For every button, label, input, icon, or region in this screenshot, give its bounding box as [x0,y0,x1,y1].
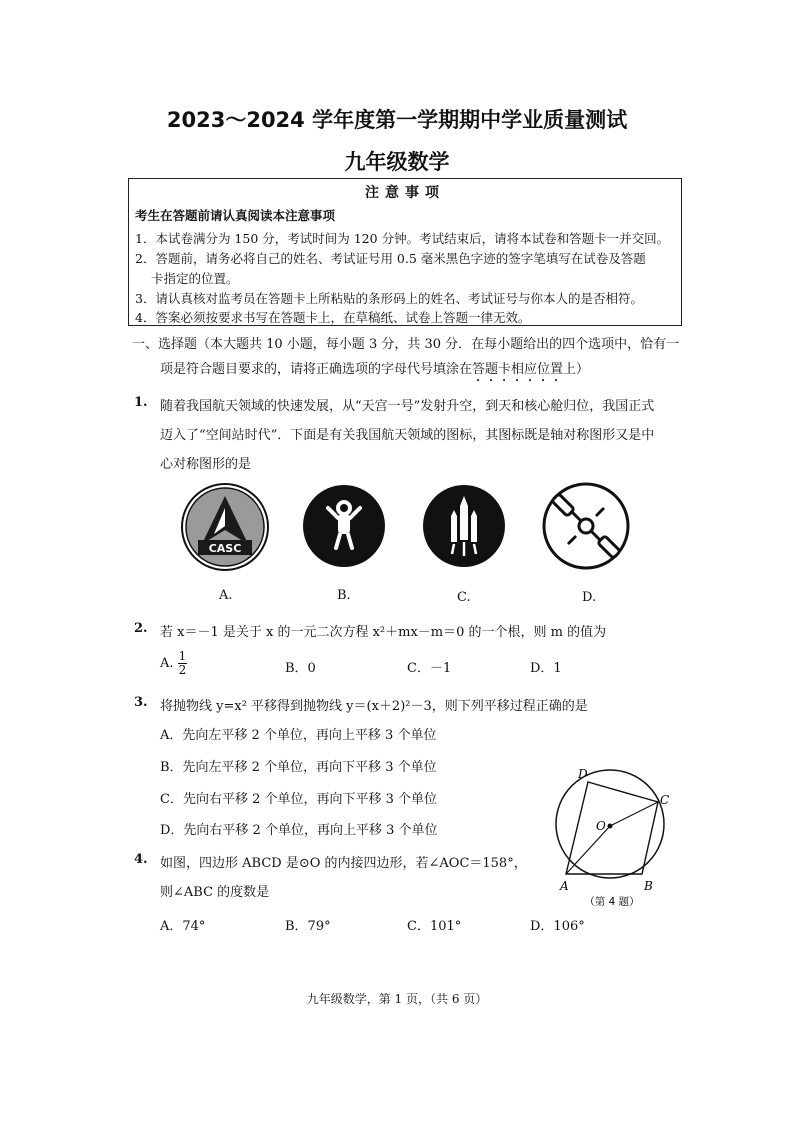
notice-heading: 注意事项 [365,185,445,201]
q1-option-d[interactable]: D. [582,590,597,605]
label-a: A [560,879,569,893]
q2-option-a[interactable] [160,650,187,677]
q1-number: 1. [134,395,148,410]
q1-option-b[interactable]: B. [337,588,351,603]
q3-text: 将抛物线 y=x² 平移得到抛物线 y＝(x＋2)²－3，则下列平移过程正确的是 [160,699,588,714]
section-heading-line2 [160,358,589,385]
section-heading-text: 项是符合题目要求的，请将正确选项的字母代号填涂在 [160,362,473,377]
exam-subtitle: 九年级数学 [344,150,450,174]
q3-option-d[interactable]: D．先向右平移 2 个单位，再向上平移 3 个单位 [160,823,438,838]
q2-option-b[interactable]: B．0 [285,661,316,676]
q4-option-d[interactable]: D．106° [530,919,585,934]
label-o: O [596,819,606,833]
circle-figure [548,762,680,912]
q4-option-b[interactable]: B．79° [285,919,331,934]
notice-item-1: 1．本试卷满分为 150 分，考试时间为 120 分钟。考试结束后，请将本试卷和答题卡一并交回。 [135,231,670,246]
q2-option-d[interactable]: D．1 [530,661,562,676]
notice-item-2: 2．答题前，请务必将自己的姓名、考试证号用 0.5 毫米黑色字迹的签字笔填写在试卷及答题 [135,251,646,266]
page-footer: 九年级数学，第 1 页，（共 6 页） [306,992,488,1006]
figure-caption: （第 4 题） [584,896,640,908]
casc-logo-icon [180,482,270,572]
q3-option-c[interactable]: C．先向右平移 2 个单位，再向下平移 3 个单位 [160,792,438,807]
q1-option-c[interactable]: C. [457,590,471,605]
notice-item-4: 4．答案必须按要求书写在答题卡上，在草稿纸、试卷上答题一律无效。 [135,310,531,325]
notice-box [128,178,682,326]
q1-option-a[interactable]: A. [219,588,233,603]
q3-number: 3. [134,695,148,710]
q2-option-a-label: A. [160,656,174,671]
q4-option-a[interactable]: A．74° [160,919,206,934]
q3-option-a[interactable]: A．先向左平移 2 个单位，再向上平移 3 个单位 [160,728,437,743]
notice-intro: 考生在答题前请认真阅读本注意事项 [135,208,336,223]
section-heading-end: 上） [563,362,590,377]
fraction: $\frac{1}{2}$ [178,649,187,677]
q2-option-c[interactable]: C．－1 [407,661,452,676]
label-d: D [578,767,588,781]
q4-line1: 如图，四边形 ABCD 是⊙O 的内接四边形，若∠AOC＝158°， [160,856,527,871]
q3-option-b[interactable]: B．先向左平移 2 个单位，再向下平移 3 个单位 [160,760,437,775]
q2-text: 若 x＝－1 是关于 x 的一元二次方程 x²＋mx－m＝0 的一个根，则 m 的值为 [160,625,607,640]
q4-option-c[interactable]: C．101° [407,919,462,934]
rocket-icon [422,484,506,568]
notice-item-2-cont: 卡指定的位置。 [151,271,239,286]
space-station-icon [542,482,630,570]
q4-line2: 则∠ABC 的度数是 [160,885,270,900]
q1-line1: 随着我国航天领域的快速发展，从“天宫一号”发射升空，到天和核心舱归位，我国正式 [160,399,655,414]
label-c: C [660,793,670,807]
label-b: B [644,879,653,893]
casc-logo-text: CASC [208,542,242,555]
section-heading-line1: 一、选择题（本大题共 10 小题，每小题 3 分，共 30 分．在每小题给出的四个选项中，恰有一 [132,337,680,352]
notice-item-3: 3．请认真核对监考员在答题卡上所粘贴的条形码上的姓名、考试证号与你本人的是否相符。 [135,291,643,306]
q1-line3: 心对称图形的是 [160,457,252,472]
exam-title: 2023～2024 学年度第一学期期中学业质量测试 [166,108,628,132]
q4-number: 4. [134,852,148,867]
astronaut-icon [302,484,386,568]
section-heading-emph: 答题卡相应位置 [472,362,564,377]
q1-line2: 迈入了“空间站时代”．下面是有关我国航天领域的图标，其图标既是轴对称图形又是中 [160,428,655,443]
q2-number: 2. [134,621,148,636]
